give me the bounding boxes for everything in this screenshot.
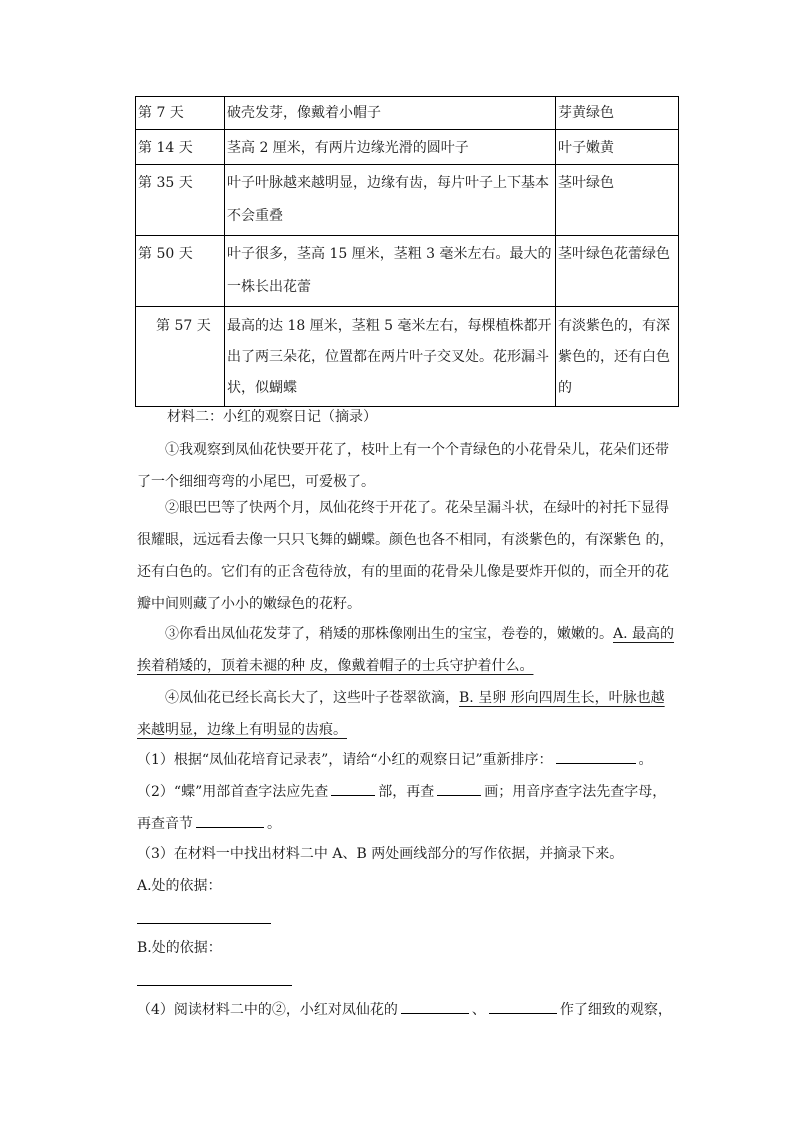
material2-title: 材料二：小红的观察日记（摘录） bbox=[167, 409, 377, 425]
question-2-text-b: 部，再查 bbox=[378, 784, 435, 800]
question-3: （3）在材料一中找出材料二中 A、B 两处画线部分的写作依据，并摘录下来。 bbox=[137, 846, 624, 862]
answer-blank-aspect-2[interactable] bbox=[489, 997, 557, 1014]
day-cell: 第 35 天 bbox=[136, 165, 225, 236]
question-4-text-b: 、 bbox=[471, 1002, 486, 1018]
diary-entry-2: ②眼巴巴等了快两个月，凤仙花终于开花了。花朵呈漏斗状，在绿叶的衬托下显得很耀眼，远远看去像一只只飞舞的蝴蝶。颜色也各不相同，有淡紫色的，有深紫色 的，还有白色的。它们有的正含苞待放，有的里面的花骨朵儿像是要炸开似的，而全开的花瓣中间则藏了小小的嫩绿色的花籽。 bbox=[137, 500, 674, 612]
diary-entry-3 bbox=[137, 618, 677, 682]
answer-blank-aspect-1[interactable] bbox=[401, 997, 469, 1014]
description-cell: 叶子很多，茎高 15 厘米，茎粗 3 毫米左右。最大的一株长出花蕾 bbox=[225, 236, 556, 307]
diary-entry-4 bbox=[137, 682, 677, 746]
color-cell: 茎叶绿色花蕾绿色 bbox=[556, 236, 679, 307]
question-4-text-a: （4）阅读材料二中的②，小红对凤仙花的 bbox=[137, 1002, 398, 1018]
question-1 bbox=[137, 744, 677, 776]
diary-entry-3-text: ③你看出凤仙花发芽了，稍矮的那株像刚出生的宝宝，卷卷的，嫩嫩的。 bbox=[165, 626, 613, 642]
description-cell: 破壳发芽，像戴着小帽子 bbox=[225, 97, 556, 130]
table-row bbox=[136, 165, 679, 236]
answer-blank-syllable[interactable] bbox=[196, 811, 264, 828]
question-4-text-c: 作了细致的观察， bbox=[559, 1002, 672, 1018]
answer-blank-order[interactable] bbox=[556, 747, 636, 764]
underlined-passage-b: B. 呈卵 形向四周生长，叶脉也越来越明显，边缘上有明显的齿痕。 bbox=[137, 690, 665, 738]
question-2-text-c: 画；用音序查字法先查字母，再查音节 bbox=[137, 784, 667, 832]
question-1-end: 。 bbox=[638, 752, 653, 768]
table-row bbox=[136, 130, 679, 165]
description-cell: 最高的达 18 厘米，茎粗 5 毫米左右，每棵植株都开出了两三朵花，位置都在两片叶子交叉处。花形漏斗状，似蝴蝶 bbox=[225, 307, 556, 407]
question-3-a-label: A.处的依据： bbox=[137, 878, 222, 894]
diary-entry-1: ①我观察到凤仙花快要开花了，枝叶上有一个个青绿色的小花骨朵儿，花朵们还带了一个细细弯弯的小尾巴，可爱极了。 bbox=[137, 442, 669, 490]
question-4 bbox=[137, 994, 682, 1026]
question-2-text-a: （2）“蝶”用部首查字法应先查 bbox=[137, 784, 329, 800]
color-cell: 有淡紫色的，有深紫色的，还有白色的 bbox=[556, 307, 679, 407]
description-cell: 茎高 2 厘米，有两片边缘光滑的圆叶子 bbox=[225, 130, 556, 165]
table-row bbox=[136, 97, 679, 130]
diary-entry-4-text: ④凤仙花已经长高长大了，这些叶子苍翠欲滴， bbox=[165, 690, 459, 706]
day-cell: 第 50 天 bbox=[136, 236, 225, 307]
cultivation-record-table bbox=[135, 96, 679, 407]
underlined-passage-a: A. 最高的挨着稍矮的，顶着未褪的种 皮，像戴着帽子的士兵守护着什么。 bbox=[137, 626, 675, 674]
day-cell: 第 7 天 bbox=[136, 97, 225, 130]
color-cell: 茎叶绿色 bbox=[556, 165, 679, 236]
answer-blank-radical[interactable] bbox=[331, 779, 375, 796]
question-2-end: 。 bbox=[267, 816, 281, 832]
answer-line-a[interactable] bbox=[137, 923, 271, 924]
table-row bbox=[136, 236, 679, 307]
question-3-b-label: B.处的依据： bbox=[137, 940, 222, 956]
question-2 bbox=[137, 776, 677, 840]
question-1-text: （1）根据“凤仙花培育记录表”，请给“小红的观察日记”重新排序： bbox=[137, 752, 553, 768]
color-cell: 叶子嫩黄 bbox=[556, 130, 679, 165]
answer-blank-strokes[interactable] bbox=[437, 779, 481, 796]
day-cell: 第 14 天 bbox=[136, 130, 225, 165]
answer-line-b[interactable] bbox=[137, 985, 292, 986]
day-cell: 第 57 天 bbox=[136, 307, 225, 407]
color-cell: 芽黄绿色 bbox=[556, 97, 679, 130]
table-row bbox=[136, 307, 679, 407]
description-cell: 叶子叶脉越来越明显，边缘有齿，每片叶子上下基本不会重叠 bbox=[225, 165, 556, 236]
